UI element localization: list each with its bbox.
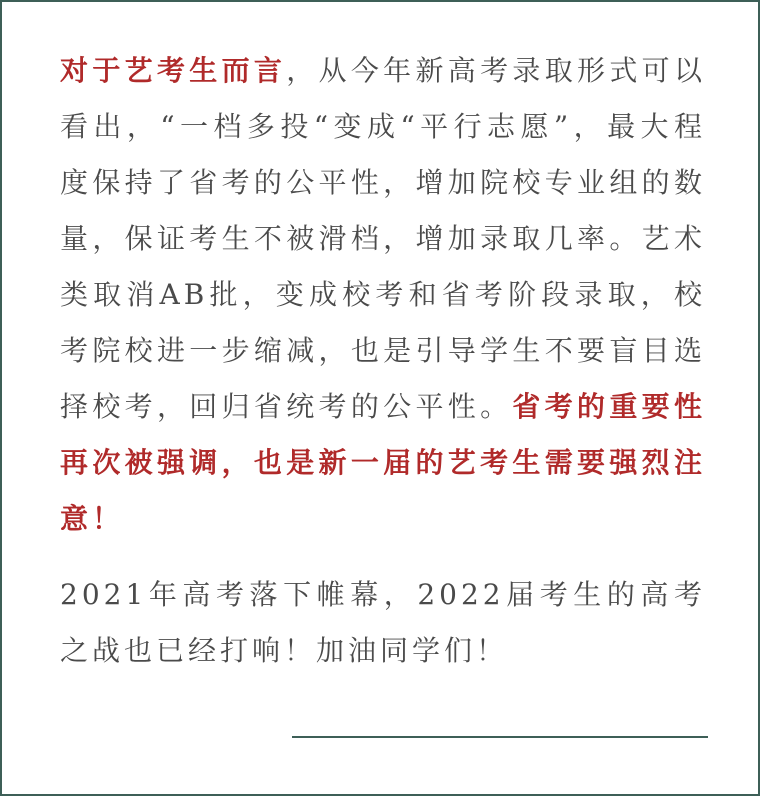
article-paragraph-2: 2021年高考落下帷幕，2022届考生的高考之战也已经打响！加油同学们！ (60, 578, 706, 667)
lead-highlight: 对于艺考生而言 (60, 54, 287, 87)
divider-line (292, 736, 708, 738)
article-paragraph-1 (60, 43, 706, 547)
paragraph-1-body: ，从今年新高考录取形式可以看出，“一档多投“变成“平行志愿”，最大程度保持了省考的公平性，增加院校专业组的数量，保证考生不被滑档，增加录取几率。艺术类取消AB批，变成校考和省考阶段录取，校考院校进一步缩减，也是引导学生不要盲目选择校考，回归省统考的公平性。 (60, 54, 706, 423)
closing-highlight: 省考的重要性再次被强调，也是新一届的艺考生需要强烈注意！ (60, 390, 706, 535)
